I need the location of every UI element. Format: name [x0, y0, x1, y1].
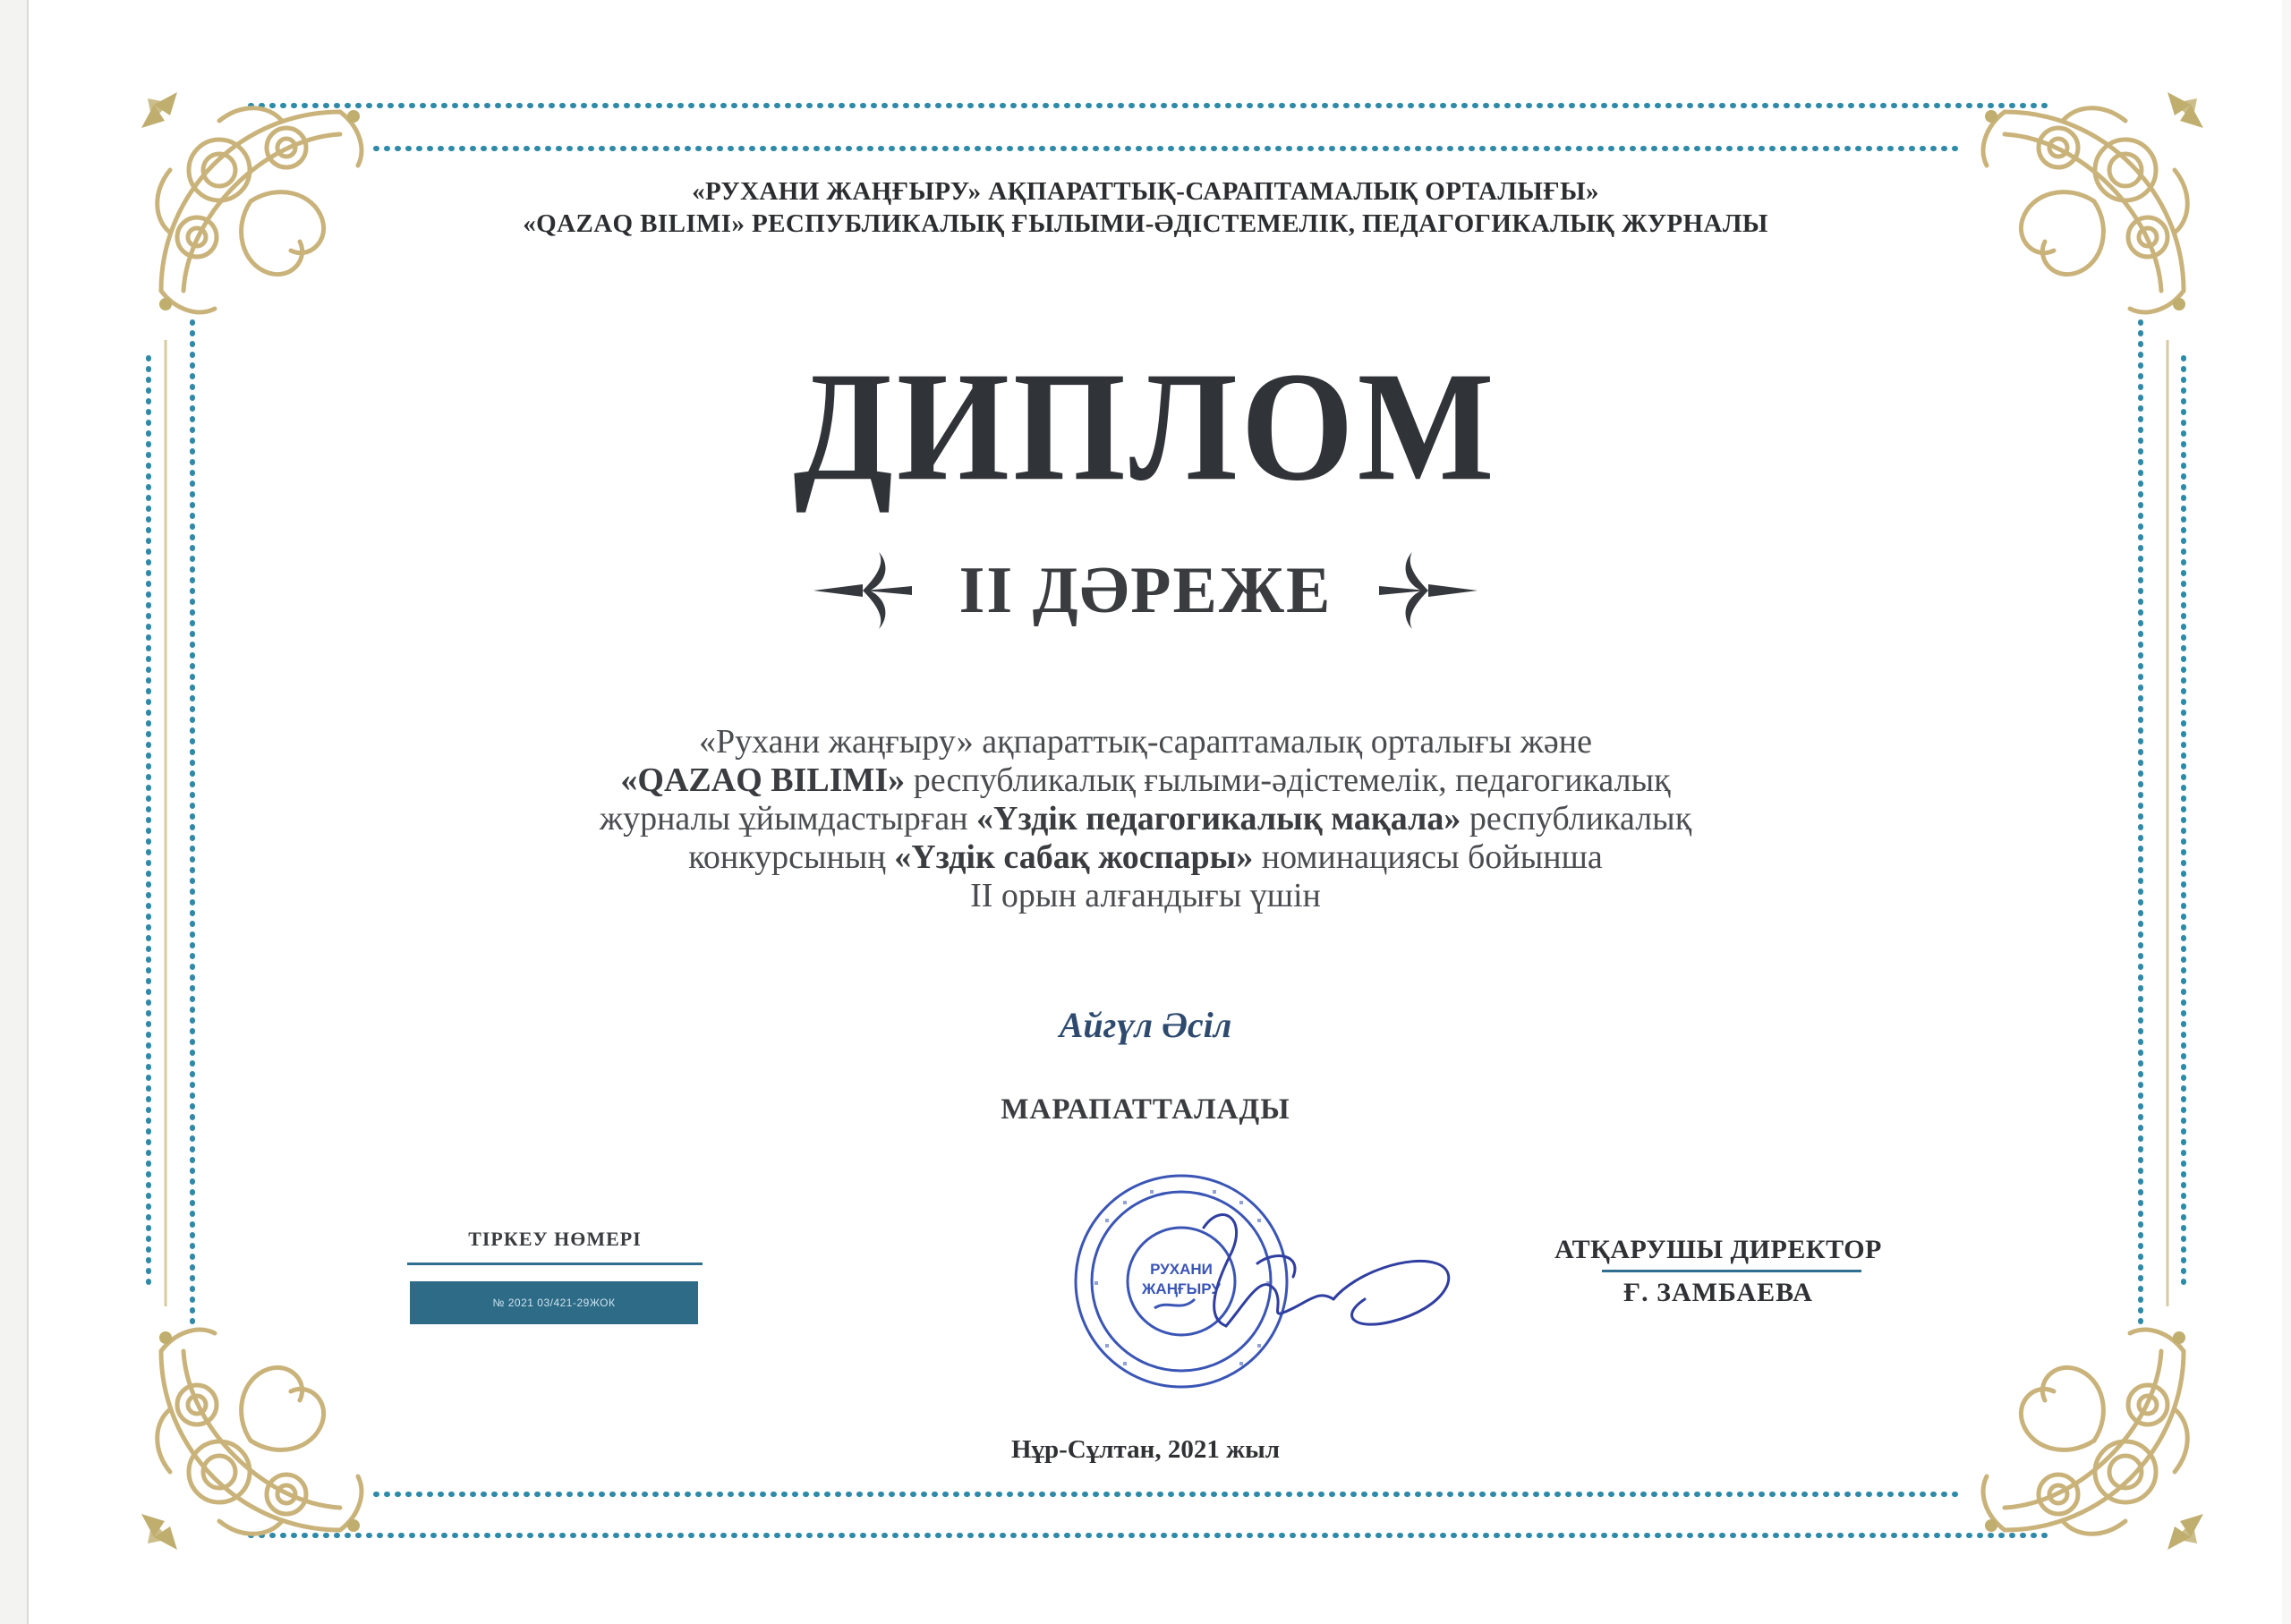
description-line-3: журналы ұйымдастырған «Үздік педагогикалық мақала» республикалық: [599, 800, 1692, 838]
director-title: АТҚАРУШЫ ДИРЕКТОР: [1554, 1235, 1882, 1264]
header: [0, 175, 2291, 240]
awarded-label: МАРАПАТТАЛАДЫ: [1001, 1093, 1290, 1126]
description-line-1: «Рухани жаңғыру» ақпараттық-сараптамалық орталығы және: [699, 723, 1592, 761]
description-line-5: II орын алғандығы үшін: [970, 877, 1321, 914]
signature-mark: [1204, 1215, 1449, 1326]
director-name: Ғ. ЗАМБАЕВА: [1623, 1278, 1813, 1307]
diploma-title: ДИПЛОМ: [793, 340, 1498, 514]
description-line-4: конкурсының «Үздік сабақ жоспары» номинациясы бойынша: [688, 838, 1603, 876]
header-line-2: «QAZAQ BILIMI» РЕСПУБЛИКАЛЫҚ ҒЫЛЫМИ-ӘДІСТЕМЕЛІК, ПЕДАГОГИКАЛЫҚ ЖУРНАЛЫ: [523, 209, 1768, 238]
degree-row: [0, 546, 2291, 635]
city-and-year: Нұр-Сұлтан, 2021 жыл: [1010, 1435, 1281, 1464]
recipient-name: Айгүл Әсіл: [1059, 1005, 1232, 1045]
flourish-right-icon: [1375, 550, 1482, 631]
description-line-2: «QAZAQ BILIMI» республикалық ғылыми-әдістемелік, педагогикалық: [620, 761, 1671, 799]
director-underline: [1602, 1270, 1861, 1272]
registration-number: № 2021 03/421-29ЖОК: [410, 1281, 698, 1324]
stamp-text-line-1: РУХАНИ: [1150, 1261, 1213, 1278]
award-description: [0, 723, 2291, 915]
header-line-1: «РУХАНИ ЖАҢҒЫРУ» АҚПАРАТТЫҚ-САРАПТАМАЛЫҚ ОРТАЛЫҒЫ»: [692, 177, 1599, 206]
registration-underline: [407, 1263, 703, 1265]
flourish-left-icon: [809, 550, 916, 631]
degree-label: II ДӘРЕЖЕ: [958, 553, 1333, 627]
stamp-text-line-2: ЖАҢҒЫРУ: [1142, 1280, 1221, 1297]
registration-label: ТІРКЕУ НӨМЕРІ: [468, 1228, 642, 1250]
official-stamp: [1069, 1165, 1481, 1398]
